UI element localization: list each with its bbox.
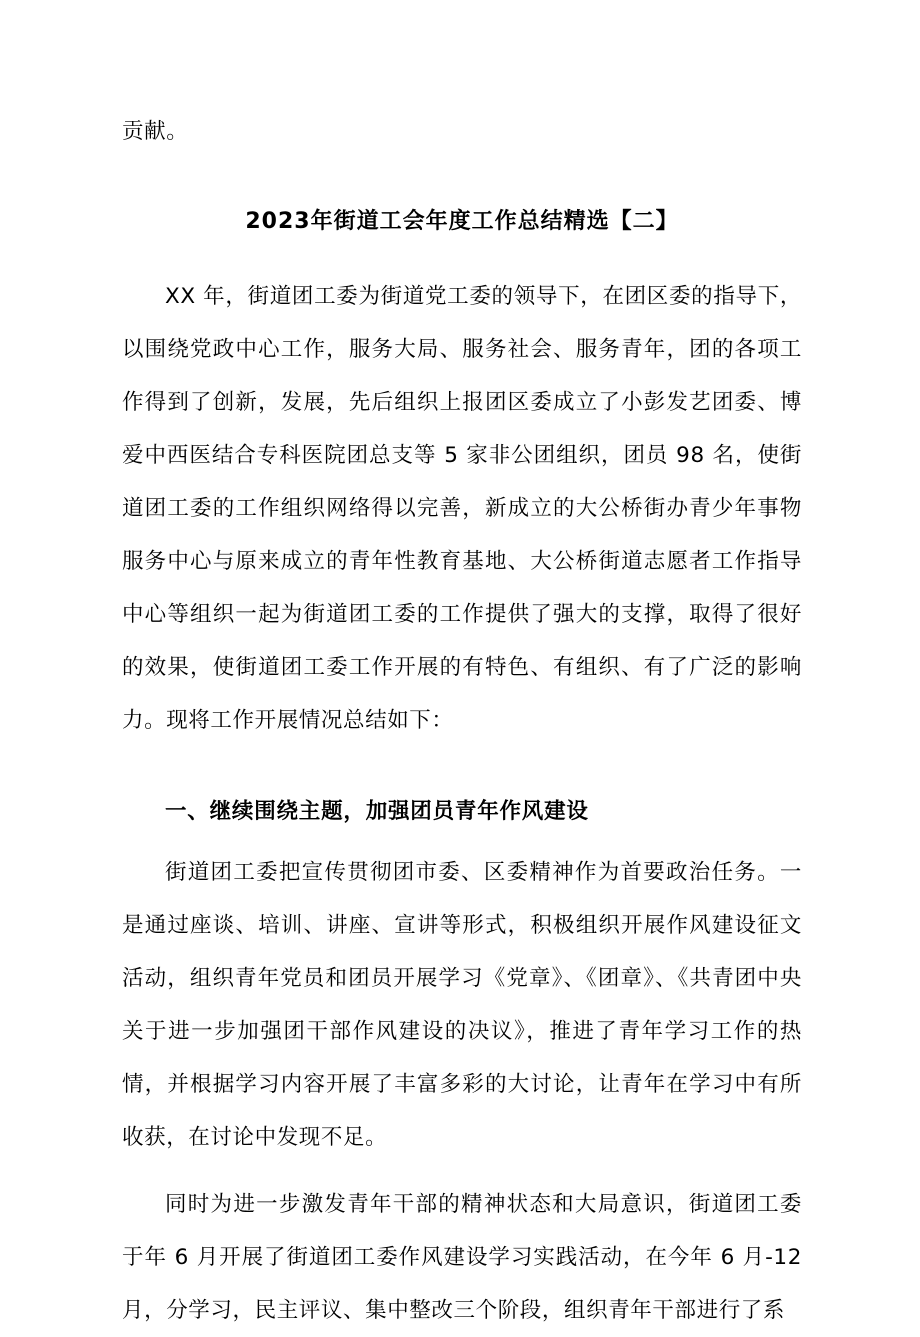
spacer [122,1164,802,1178]
section-one-paragraph-two: 同时为进一步激发青年干部的精神状态和大局意识，街道团工委于年 6 月开展了街道团工委作风建设学习实践活动，在今年 6 月-12 月，分学习，民主评议、集中整改三个阶段，组织青年干部进行了系 [122,1192,802,1323]
page-title: 2023年街道工会年度工作总结精选【二】 [245,209,679,234]
intro-paragraph: XX 年，街道团工委为街道党工委的领导下，在团区委的指导下，以围绕党政中心工作，服务大局、服务社会、服务青年，团的各项工作得到了创新，发展，先后组织上报团区委成立了小彭发艺团委、博爱中西医结合专科医院团总支等 5 家非公团组织，团员 98 名，使街道团工委的工作组织网络得以完善，新成立的大公桥街办青少年事物服务中心与原来成立的青年性教育基地、大公桥街道志愿者工作指导中心等组织一起为街道团工委的工作提供了强大的支撑，取得了很好的效果，使街道团工委工作开展的有特色、有组织、有了广泛的影响力。现将工作开展情况总结如下： [122,284,802,733]
section-heading-one: 一、继续围绕主题，加强团员青年作风建设 [165,799,589,824]
section-one-paragraph-one: 街道团工委把宣传贯彻团市委、区委精神作为首要政治任务。一是通过座谈、培训、讲座、宣讲等形式，积极组织开展作风建设征文活动，组织青年党员和团员开展学习《党章》、《团章》、《共青团中央关于进一步加强团干部作风建设的决议》，推进了青年学习工作的热情，并根据学习内容开展了丰富多彩的大讨论，让青年在学习中有所收获，在讨论中发现不足。 [122,860,802,1150]
spacer [122,747,802,761]
document-body [122,105,802,1337]
continued-paragraph: 贡献。 [122,119,189,144]
